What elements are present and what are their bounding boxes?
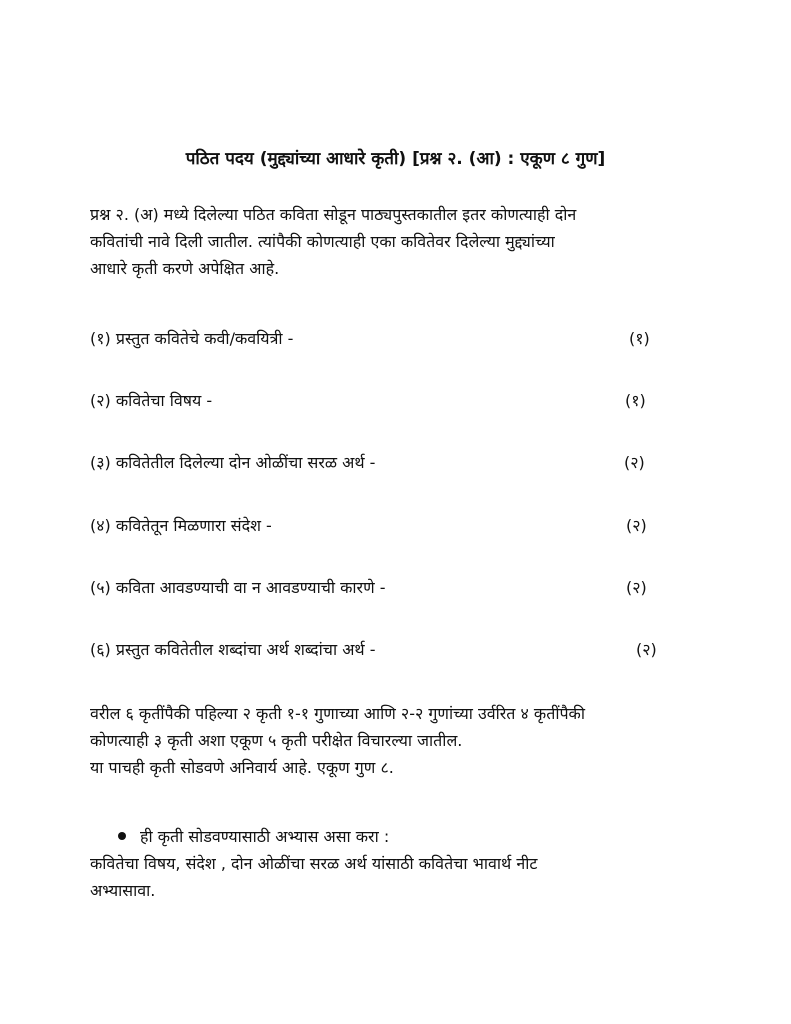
intro-line: प्रश्न २. (अ) मध्ये दिलेल्या पठित कविता सोडून पाठ्यपुस्तकातील इतर कोणत्याही दोन <box>90 205 577 224</box>
question-item <box>90 389 730 413</box>
tip-line: कवितेचा विषय, संदेश , दोन ओळींचा सरळ अर्थ यांसाठी कवितेचा भावार्थ नीट <box>90 854 538 873</box>
intro-paragraph <box>90 201 730 282</box>
intro-line: कवितांची नावे दिली जातील. त्यांपैकी कोणत्याही एका कवितेवर दिलेल्या मुद्द्यांच्या <box>90 232 555 251</box>
question-item-text: (५) कविता आवडण्याची वा न आवडण्याची कारणे - <box>90 578 386 597</box>
summary-line: वरील ६ कृतींपैकी पहिल्या २ कृती १-१ गुणाच्या आणि २-२ गुणांच्या उर्वरित ४ कृतींपैकी <box>90 704 585 723</box>
intro-line: आधारे कृती करणे अपेक्षित आहे. <box>90 259 280 278</box>
tip-line: अभ्यासावा. <box>90 881 156 900</box>
question-item-text: (१) प्रस्तुत कवितेचे कवी/कवयित्री - <box>90 329 294 348</box>
question-item-text: (४) कवितेतून मिळणारा संदेश - <box>90 516 272 535</box>
bullet-icon <box>118 832 126 840</box>
page-title: पठित पदय (मुद्द्यांच्या आधारे कृती) [प्रश्न २. (आ) : एकूण ८ गुण] <box>185 149 606 169</box>
question-item <box>90 638 730 662</box>
question-item-text: (६) प्रस्तुत कवितेतील शब्दांचा अर्थ शब्दांचा अर्थ - <box>90 640 376 659</box>
question-item-marks: (२) <box>636 640 657 659</box>
question-item <box>90 514 730 538</box>
question-item <box>90 576 730 600</box>
tip-bullet-text: ही कृती सोडवण्यासाठी अभ्यास असा करा : <box>140 827 390 846</box>
question-item-marks: (२) <box>626 578 647 597</box>
question-item-marks: (१) <box>629 329 650 348</box>
question-item-text: (३) कवितेतील दिलेल्या दोन ओळींचा सरळ अर्थ - <box>90 453 376 472</box>
question-item-marks: (१) <box>625 391 646 410</box>
question-item <box>90 327 730 351</box>
summary-paragraph <box>90 700 730 781</box>
question-item <box>90 451 730 475</box>
study-tip <box>90 823 730 904</box>
question-item-text: (२) कवितेचा विषय - <box>90 391 213 410</box>
summary-line: या पाचही कृती सोडवणे अनिवार्य आहे. एकूण गुण ८. <box>90 758 394 777</box>
tip-bullet-row <box>90 823 730 850</box>
summary-line: कोणत्याही ३ कृती अशा एकूण ५ कृती परीक्षेत विचारल्या जातील. <box>90 731 463 750</box>
question-item-marks: (२) <box>626 516 647 535</box>
question-item-marks: (२) <box>624 453 645 472</box>
